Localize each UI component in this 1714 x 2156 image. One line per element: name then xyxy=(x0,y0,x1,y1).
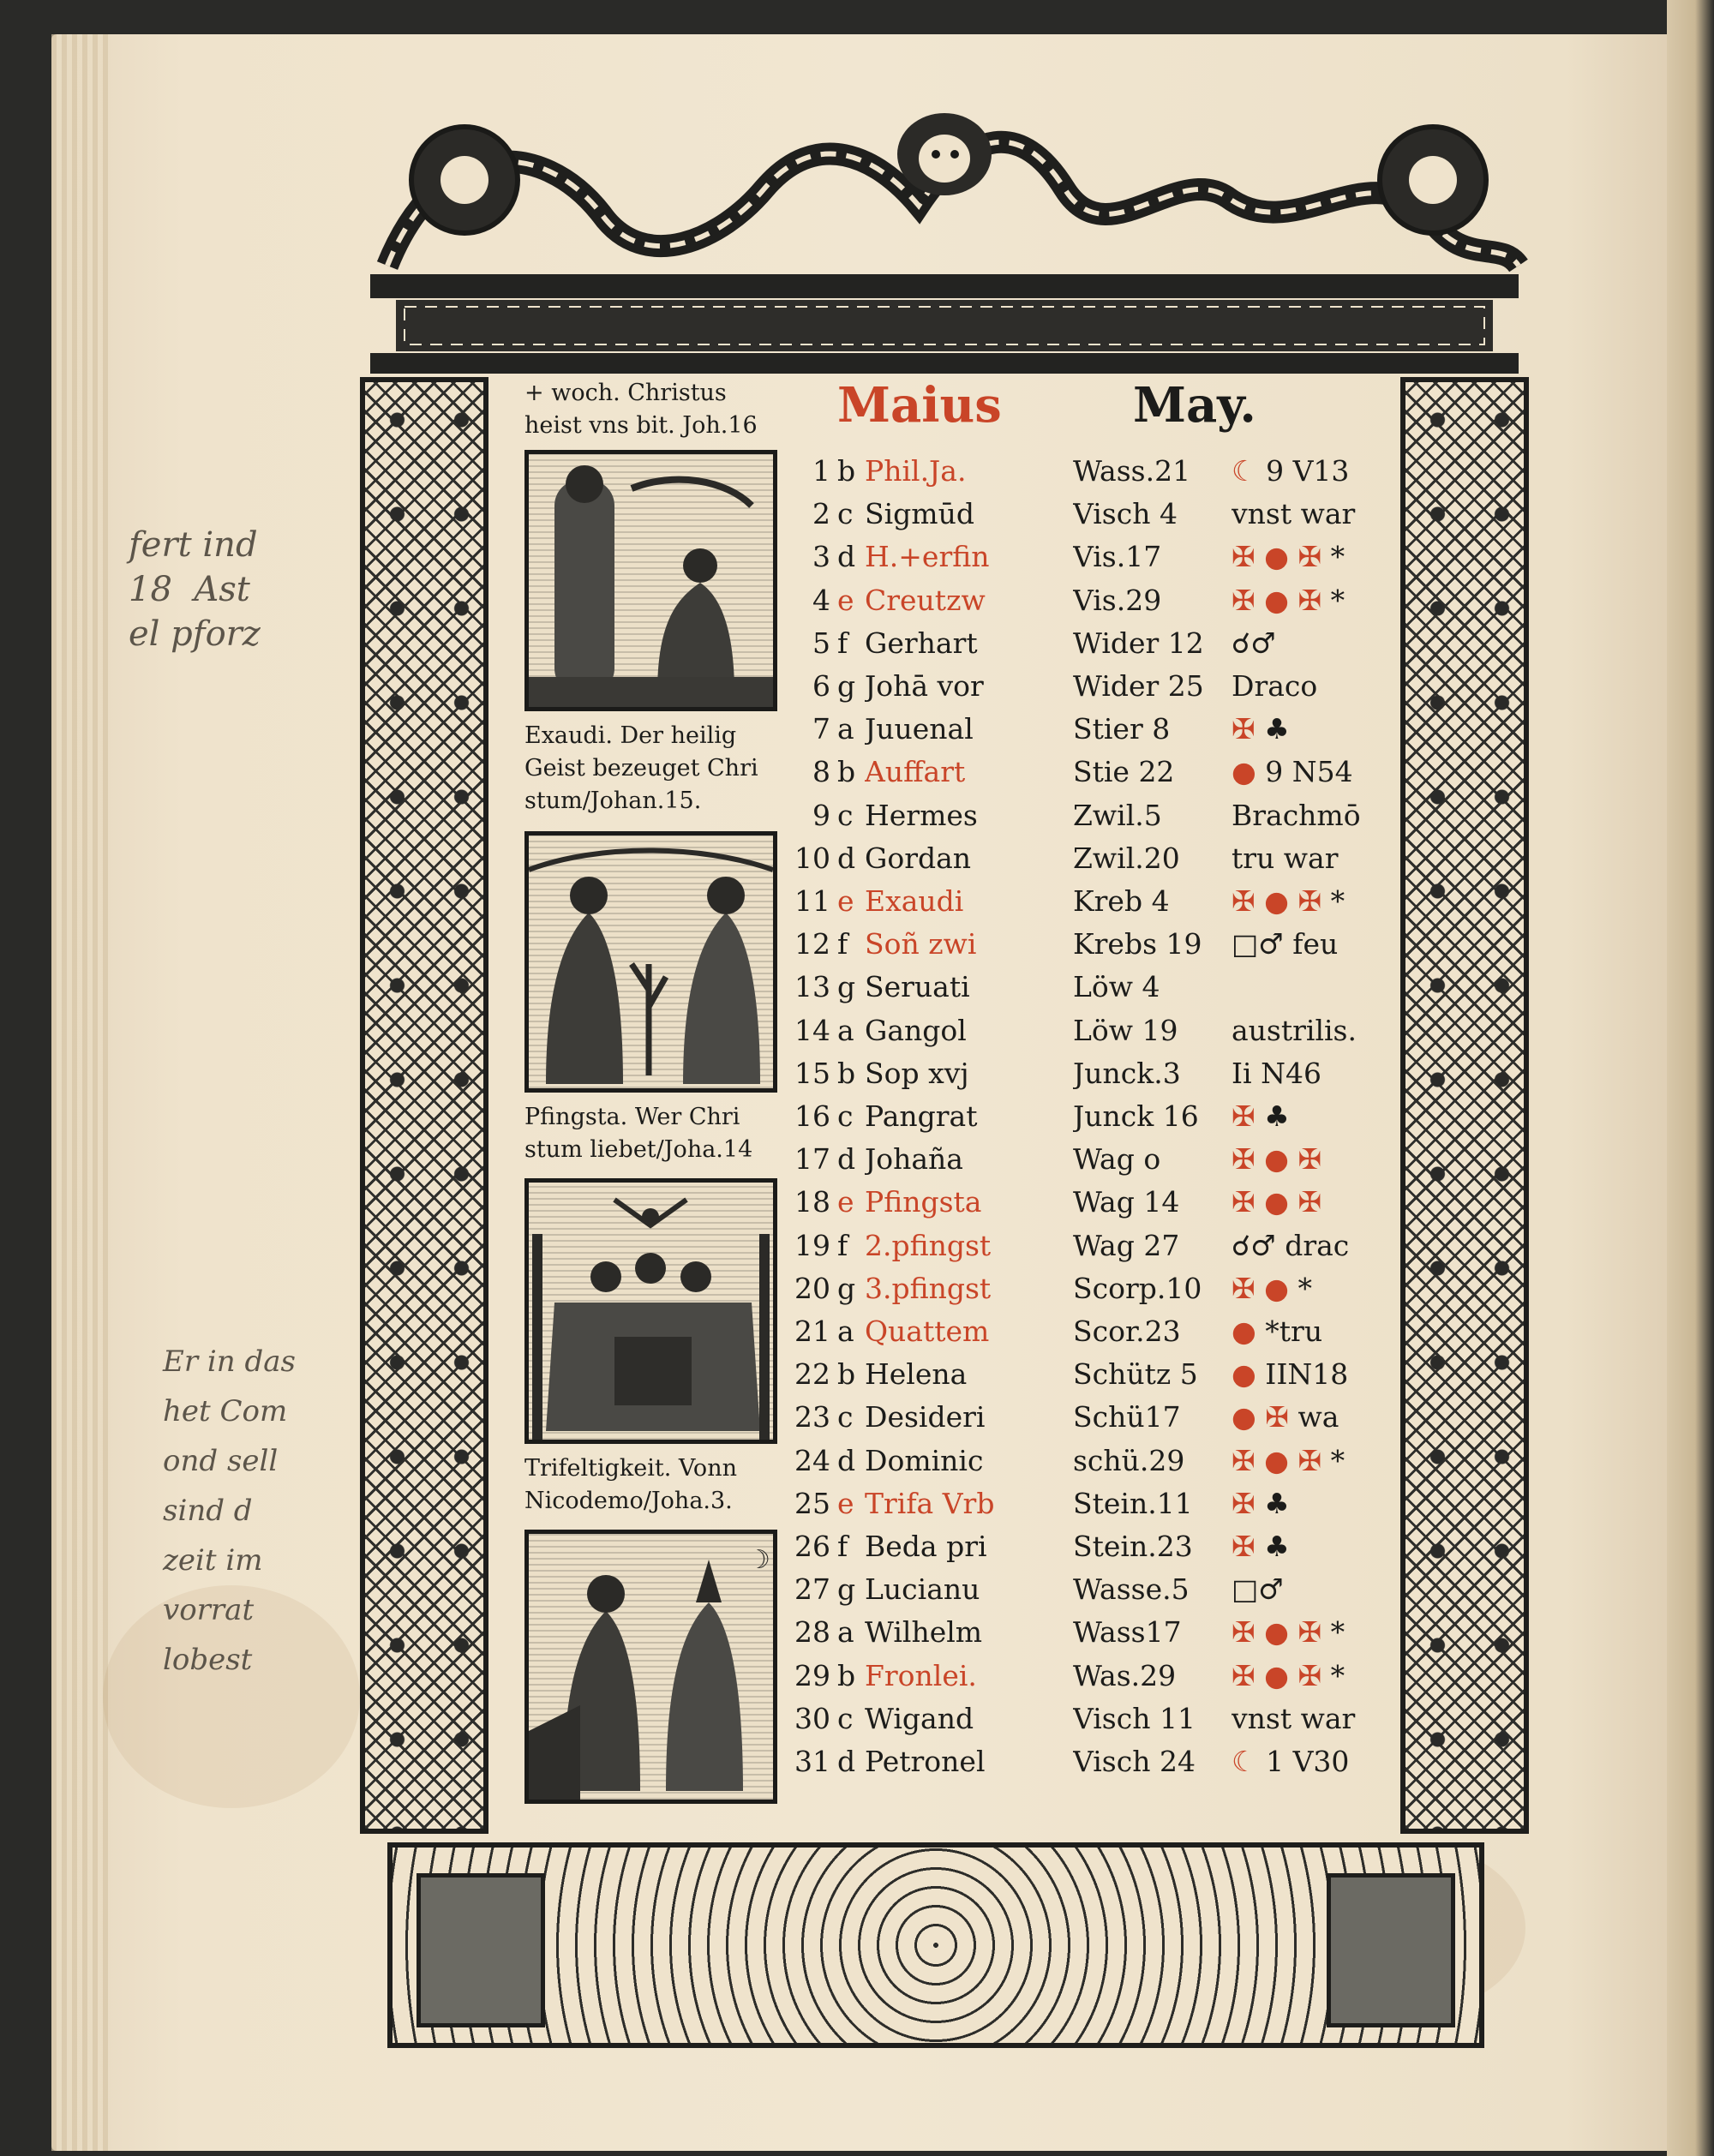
zodiac-position: Vis.29 xyxy=(1073,583,1162,617)
zodiac-position: Stier 8 xyxy=(1073,712,1171,746)
day-number: 30 xyxy=(794,1701,830,1735)
calendar-row xyxy=(786,1310,1377,1353)
day-number: 11 xyxy=(794,884,830,918)
astro-symbols: ✠ ● ✠ xyxy=(1232,1142,1322,1177)
caption-4: Trifeltigkeit. Vonn Nicodemo/Joha.3. xyxy=(524,1455,737,1514)
saint-name: Desideri xyxy=(865,1400,986,1434)
astro-symbols: ● 9 N54 xyxy=(1232,755,1353,789)
astro-symbols: Draco xyxy=(1232,669,1318,703)
day-number: 27 xyxy=(794,1572,830,1607)
calendar-row xyxy=(786,665,1377,708)
calendar-row xyxy=(786,751,1377,794)
day-number: 6 xyxy=(812,669,830,703)
astro-symbols: □♂ feu xyxy=(1232,927,1339,961)
saint-name: Wilhelm xyxy=(865,1615,983,1650)
calendar-row xyxy=(786,1440,1377,1482)
calendar-row xyxy=(786,923,1377,966)
day-number: 8 xyxy=(812,755,830,789)
day-number: 5 xyxy=(812,626,830,660)
zodiac-position: Krebs 19 xyxy=(1073,927,1202,961)
zodiac-position: Wider 25 xyxy=(1073,669,1204,703)
caption-3: Pfingsta. Wer Chri stum liebet/Joha.14 xyxy=(524,1104,753,1163)
saint-name: Gordan xyxy=(865,841,972,875)
calendar-row xyxy=(786,1267,1377,1310)
saint-name: Pfingsta xyxy=(865,1185,982,1219)
day-number: 23 xyxy=(794,1400,830,1434)
day-number: 28 xyxy=(794,1615,830,1650)
dominical-letter: a xyxy=(837,1615,854,1650)
zodiac-position: Was.29 xyxy=(1073,1658,1177,1692)
saint-name: Fronlei. xyxy=(865,1658,977,1692)
margin-note-top: fert ind 18 Ast el pforz xyxy=(129,525,261,654)
day-number: 25 xyxy=(794,1486,830,1520)
astro-symbols: Ii N46 xyxy=(1232,1056,1321,1090)
day-number: 26 xyxy=(794,1530,830,1563)
saint-name: Soñ zwi xyxy=(865,927,977,961)
saint-name: Johā vor xyxy=(865,669,984,703)
ornamental-footer xyxy=(387,1842,1484,2048)
zodiac-position: Vis.17 xyxy=(1073,540,1162,574)
calendar-row xyxy=(786,1138,1377,1181)
zodiac-position: Wider 12 xyxy=(1073,626,1204,660)
dominical-letter: c xyxy=(837,1400,854,1434)
calendar-row xyxy=(786,880,1377,923)
dominical-letter: a xyxy=(837,1013,854,1047)
dominical-letter: b xyxy=(837,454,856,488)
calendar-row xyxy=(786,837,1377,880)
dominical-letter: e xyxy=(837,583,854,617)
zodiac-position: Wass17 xyxy=(1073,1615,1182,1650)
woodcut-two-figures xyxy=(524,831,777,1093)
dominical-letter: b xyxy=(837,755,856,789)
astro-symbols: ✠ ● ✠ * xyxy=(1232,1443,1345,1477)
saint-name: 3.pfingst xyxy=(865,1271,992,1305)
woodcut-christ-blessing xyxy=(524,450,777,711)
dominical-letter: b xyxy=(837,1357,856,1392)
saint-name: Trifa Vrb xyxy=(865,1486,995,1520)
zodiac-position: Wag 14 xyxy=(1073,1185,1180,1219)
saint-name: Dominic xyxy=(865,1443,984,1477)
calendar-row xyxy=(786,1225,1377,1267)
calendar-row xyxy=(786,1353,1377,1396)
calendar-row xyxy=(786,1698,1377,1740)
zodiac-position: Visch 24 xyxy=(1073,1745,1196,1778)
day-number: 4 xyxy=(812,583,830,617)
calendar-row xyxy=(786,1611,1377,1654)
day-number: 14 xyxy=(794,1013,830,1047)
zodiac-position: Junck.3 xyxy=(1073,1056,1181,1090)
day-number: 2 xyxy=(812,497,830,531)
month-title xyxy=(837,377,1369,437)
saint-name: Seruati xyxy=(865,970,970,1004)
zodiac-position: Löw 4 xyxy=(1073,970,1160,1004)
dominical-letter: c xyxy=(837,1099,854,1133)
dominical-letter: e xyxy=(837,884,854,918)
saint-name: Beda pri xyxy=(865,1530,987,1563)
dominical-letter: g xyxy=(837,1271,856,1305)
astro-symbols: ✠ ♣ xyxy=(1232,712,1290,746)
saint-name: Helena xyxy=(865,1357,968,1392)
zodiac-position: Löw 19 xyxy=(1073,1013,1178,1047)
saint-name: Lucianu xyxy=(865,1572,980,1607)
facing-page-edge xyxy=(1667,0,1714,2156)
saint-name: 2.pfingst xyxy=(865,1228,992,1262)
saint-name: Auffart xyxy=(865,755,966,789)
zodiac-position: Wasse.5 xyxy=(1073,1572,1190,1607)
saint-name: Wigand xyxy=(865,1701,974,1735)
astro-symbols: ✠ ♣ xyxy=(1232,1099,1290,1133)
dominical-letter: c xyxy=(837,497,854,531)
astro-symbols: ● ✠ wa xyxy=(1232,1400,1339,1434)
calendar-frame xyxy=(319,86,1570,2048)
saint-name: Gangol xyxy=(865,1013,967,1047)
dominical-letter: d xyxy=(837,841,856,875)
astro-symbols: ✠ ● * xyxy=(1232,1271,1312,1305)
astro-symbols: ✠ ● ✠ * xyxy=(1232,1615,1345,1650)
day-number: 7 xyxy=(812,712,830,746)
calendar-row xyxy=(786,1052,1377,1095)
calendar-row xyxy=(786,1568,1377,1611)
day-number: 21 xyxy=(794,1315,830,1348)
saint-name: Petronel xyxy=(865,1745,986,1778)
dominical-letter: f xyxy=(837,1530,848,1563)
dominical-letter: g xyxy=(837,1572,856,1607)
zodiac-position: Zwil.20 xyxy=(1073,841,1180,875)
day-number: 24 xyxy=(794,1443,830,1477)
dominical-letter: f xyxy=(837,626,848,660)
calendar-row xyxy=(786,966,1377,1009)
day-number: 1 xyxy=(812,454,830,488)
zodiac-position: Kreb 4 xyxy=(1073,884,1170,918)
day-number: 10 xyxy=(794,841,830,875)
astro-symbols: tru war xyxy=(1232,841,1339,875)
day-number: 20 xyxy=(794,1271,830,1305)
calendar-row xyxy=(786,1525,1377,1568)
zodiac-position: Stie 22 xyxy=(1073,755,1175,789)
zodiac-position: Wag o xyxy=(1073,1142,1161,1177)
saint-name: Gerhart xyxy=(865,626,978,660)
dominical-letter: f xyxy=(837,1228,848,1262)
dominical-letter: g xyxy=(837,669,856,703)
right-floral-border xyxy=(1400,377,1529,1834)
woodcut-nicodemus xyxy=(524,1530,777,1804)
dominical-letter: e xyxy=(837,1185,854,1219)
zodiac-position: Schü17 xyxy=(1073,1400,1181,1434)
day-number: 17 xyxy=(794,1142,830,1177)
margin-note-bottom: Er in das het Com ond sell sind d zeit im vorrat lobest xyxy=(163,1345,296,1677)
zodiac-position: Zwil.5 xyxy=(1073,798,1162,832)
caption-1: + woch. Christus heist vns bit. Joh.16 xyxy=(524,380,758,439)
left-floral-border xyxy=(360,377,488,1834)
saint-name: Sigmūd xyxy=(865,497,974,531)
day-number: 12 xyxy=(794,927,830,961)
calendar-row xyxy=(786,1740,1377,1783)
dominical-letter: b xyxy=(837,1658,856,1692)
zodiac-position: Scorp.10 xyxy=(1073,1271,1202,1305)
dominical-letter: d xyxy=(837,1142,856,1177)
astro-symbols: ✠ ● ✠ * xyxy=(1232,1658,1345,1692)
calendar-row xyxy=(786,1396,1377,1439)
day-number: 13 xyxy=(794,970,830,1004)
day-number: 15 xyxy=(794,1056,830,1090)
astro-symbols: ● *tru xyxy=(1232,1315,1323,1348)
woodcut-pentecost xyxy=(524,1178,777,1444)
dominical-letter: e xyxy=(837,1486,854,1520)
astro-symbols: ● IIN18 xyxy=(1232,1357,1349,1392)
zodiac-position: Stein.11 xyxy=(1073,1486,1193,1520)
calendar-row xyxy=(786,1095,1377,1138)
calendar-row xyxy=(786,1009,1377,1052)
saint-name: Johaña xyxy=(865,1142,963,1177)
caption-2: Exaudi. Der heilig Geist bezeuget Chri stum/Johan.15. xyxy=(524,722,758,814)
saint-name: Exaudi xyxy=(865,884,964,918)
calendar-content xyxy=(516,377,1381,1834)
saint-name: Pangrat xyxy=(865,1099,978,1133)
saint-name: Hermes xyxy=(865,798,978,832)
day-number: 22 xyxy=(794,1357,830,1392)
saint-name: Creutzw xyxy=(865,583,986,617)
dominical-letter: a xyxy=(837,712,854,746)
dominical-letter: d xyxy=(837,1443,856,1477)
ornamental-header xyxy=(319,86,1570,377)
calendar-row xyxy=(786,794,1377,837)
saint-name: H.+erfin xyxy=(865,540,990,574)
page-stack-edge xyxy=(51,34,111,2151)
dominical-letter: d xyxy=(837,1745,856,1778)
dominical-letter: c xyxy=(837,1701,854,1735)
day-number: 18 xyxy=(794,1185,830,1219)
footer-lion-panel xyxy=(417,1873,545,2027)
dominical-letter: g xyxy=(837,970,856,1004)
zodiac-position: Stein.23 xyxy=(1073,1530,1193,1563)
astro-symbols: ✠ ♣ xyxy=(1232,1486,1290,1520)
dominical-letter: b xyxy=(837,1056,856,1090)
astro-symbols: ✠ ● ✠ * xyxy=(1232,583,1345,617)
calendar-row xyxy=(786,1482,1377,1525)
zodiac-position: Junck 16 xyxy=(1073,1099,1199,1133)
title-german: May. xyxy=(1133,377,1256,434)
saint-name: Juuenal xyxy=(865,712,974,746)
astro-symbols: ✠ ● ✠ * xyxy=(1232,540,1345,574)
day-number: 3 xyxy=(812,540,830,574)
calendar-row xyxy=(786,493,1377,536)
zodiac-position: Visch 4 xyxy=(1073,497,1178,531)
astro-symbols: ☌♂ drac xyxy=(1232,1228,1350,1262)
zodiac-position: Scor.23 xyxy=(1073,1315,1181,1348)
zodiac-position: Wag 27 xyxy=(1073,1228,1180,1262)
astro-symbols: ☾ 9 V13 xyxy=(1232,454,1350,488)
calendar-row xyxy=(786,622,1377,665)
dominical-letter: f xyxy=(837,927,848,961)
astro-symbols: vnst war xyxy=(1232,497,1356,531)
day-number: 29 xyxy=(794,1658,830,1692)
saint-name: Sop xvj xyxy=(865,1056,969,1090)
calendar-row xyxy=(786,1181,1377,1224)
footer-face-panel xyxy=(1327,1873,1455,2027)
day-number: 31 xyxy=(794,1745,830,1778)
astro-symbols: □♂ xyxy=(1232,1572,1284,1607)
saint-name: Quattem xyxy=(865,1315,990,1348)
dominical-letter: a xyxy=(837,1315,854,1348)
saint-name: Phil.Ja. xyxy=(865,454,967,488)
astro-symbols: ☾ 1 V30 xyxy=(1232,1745,1350,1778)
zodiac-position: Wass.21 xyxy=(1073,454,1191,488)
calendar-row xyxy=(786,579,1377,622)
astro-symbols: ☌♂ xyxy=(1232,626,1276,660)
astro-symbols: ✠ ♣ xyxy=(1232,1530,1290,1563)
day-number: 9 xyxy=(812,798,830,832)
astro-symbols: vnst war xyxy=(1232,1701,1356,1735)
title-latin: Maius xyxy=(837,377,1002,434)
calendar-row xyxy=(786,450,1377,493)
calendar-row xyxy=(786,708,1377,751)
calendar-row xyxy=(786,1655,1377,1698)
svg-text:☽: ☽ xyxy=(747,1545,770,1575)
astro-symbols: ✠ ● ✠ xyxy=(1232,1185,1322,1219)
astro-symbols: Brachmō xyxy=(1232,798,1361,832)
day-number: 19 xyxy=(794,1228,830,1262)
astro-symbols: ✠ ● ✠ * xyxy=(1232,884,1345,918)
dominical-letter: d xyxy=(837,540,856,574)
calendar-row xyxy=(786,536,1377,578)
astro-symbols: austrilis. xyxy=(1232,1013,1357,1047)
zodiac-position: schü.29 xyxy=(1073,1443,1185,1477)
zodiac-position: Schütz 5 xyxy=(1073,1357,1198,1392)
zodiac-position: Visch 11 xyxy=(1073,1701,1196,1735)
day-number: 16 xyxy=(794,1099,830,1133)
dominical-letter: c xyxy=(837,798,854,832)
